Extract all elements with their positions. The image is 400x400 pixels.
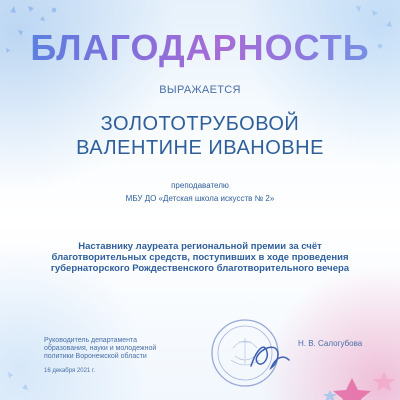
subtitle: ВЫРАЖАЕТСЯ <box>159 84 241 96</box>
handwritten-signature <box>251 347 289 368</box>
recipient-role: преподавателю <box>171 181 229 190</box>
official-seal-stamp <box>205 308 295 398</box>
recipient-given-names: ВАЛЕНТИНЕ ИВАНОВНЕ <box>76 137 324 159</box>
signer-title-line: политики Воронежской области <box>44 353 147 360</box>
reason-line: благотворительных средств, поступивших в ходе проведения <box>51 252 349 263</box>
signer-name: Н. В. Салогубова <box>298 339 363 348</box>
signer-title-line: образования, науки и молодежной <box>44 345 157 352</box>
signer-title <box>44 337 184 361</box>
confetti-decoration <box>8 372 28 390</box>
signer-title-line: Руководитель департамента <box>44 337 138 344</box>
page-title: БЛАГОДАРНОСТЬ <box>0 28 400 68</box>
reason-line: Наставнику лауреата региональной премии за счёт <box>78 241 322 252</box>
issue-date: 16 декабря 2021 г. <box>44 368 96 374</box>
reason-line: губернаторского Рождественского благотворительного вечера <box>50 263 350 274</box>
star-decoration <box>323 372 395 400</box>
recipient-name <box>0 112 400 160</box>
award-reason <box>50 241 350 274</box>
institution-name: МБУ ДО «Детская школа искусств № 2» <box>125 194 275 203</box>
recipient-surname: ЗОЛОТОТРУБОВОЙ <box>100 113 300 135</box>
